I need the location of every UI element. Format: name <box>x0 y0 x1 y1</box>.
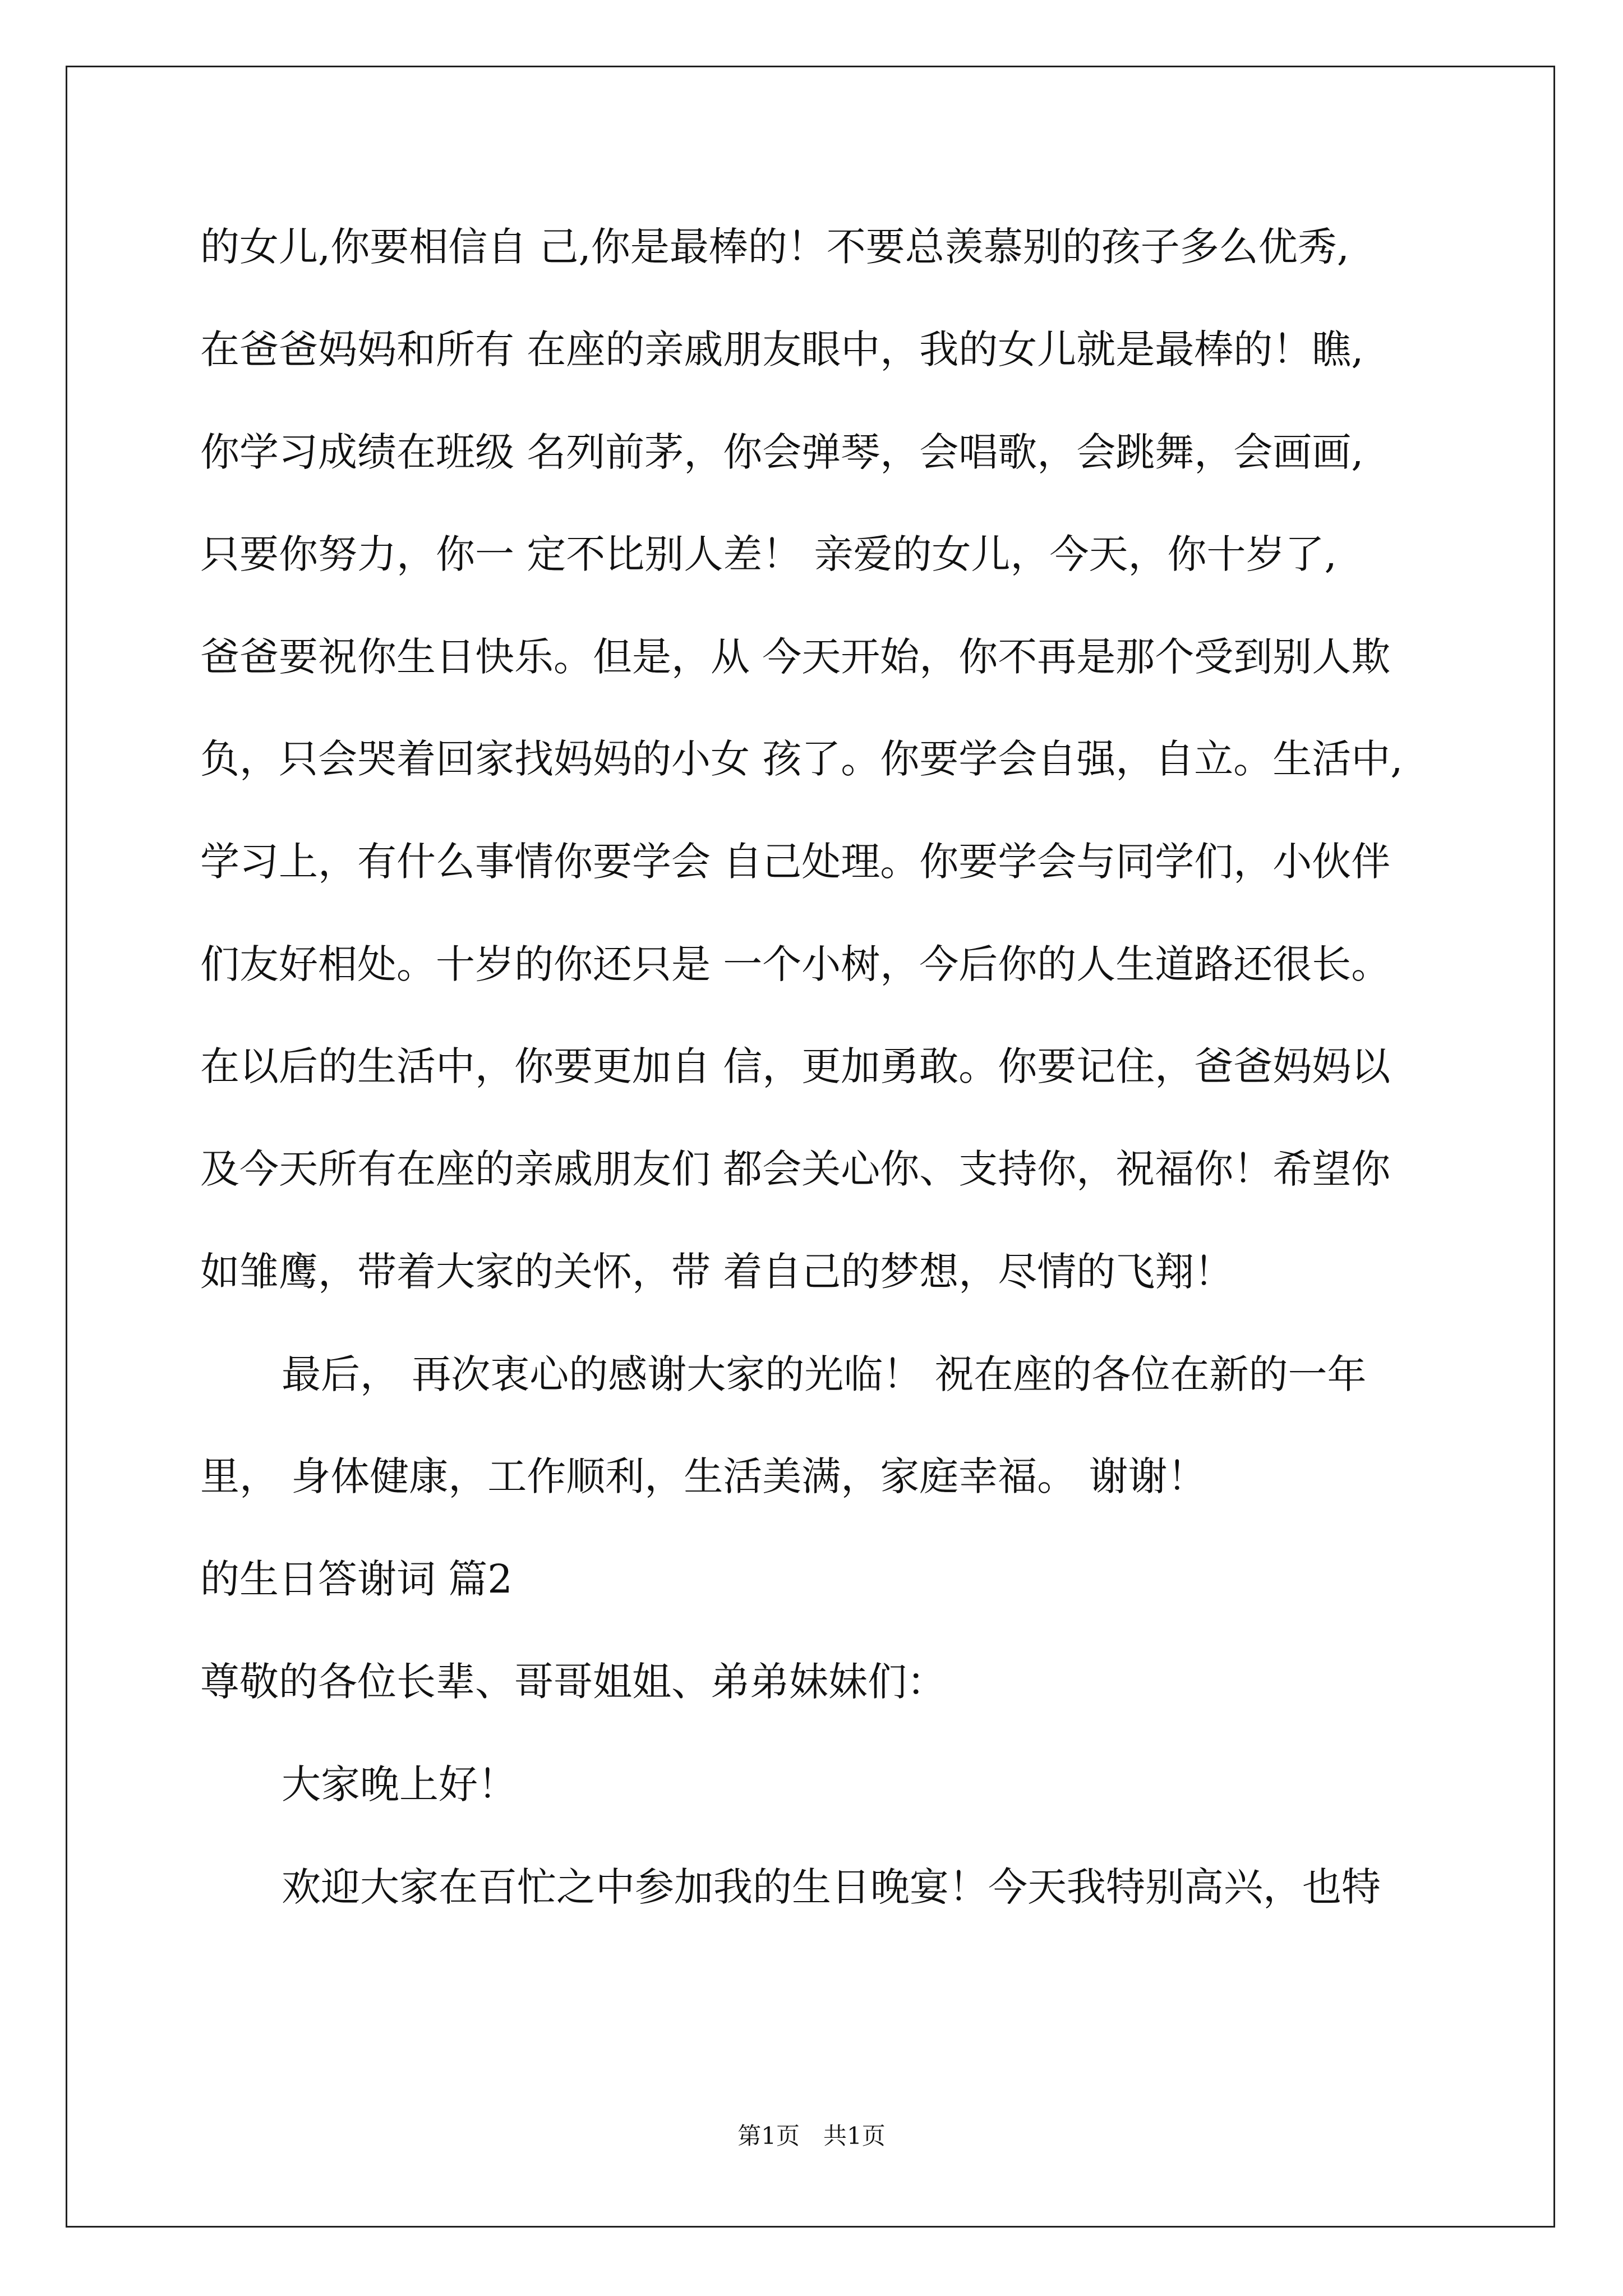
text-line: 在爸爸妈妈和所有 在座的亲戚朋友眼中，我的女儿就是最棒的！瞧, <box>200 326 1364 372</box>
section-heading: 的生日答谢词 篇2 <box>200 1556 513 1602</box>
text-line-indented: 最后， 再次衷心的感谢大家的光临！ 祝在座的各位在新的一年 <box>282 1351 1367 1397</box>
text-line: 里， 身体健康，工作顺利，生活美满，家庭幸福。 谢谢！ <box>200 1453 1207 1499</box>
text-line: 学习上，有什么事情你要学会 自己处理。你要学会与同学们，小伙伴 <box>200 839 1391 885</box>
text-line: 在以后的生活中，你要更加自 信，更加勇敢。你要记住，爸爸妈妈以 <box>200 1043 1391 1089</box>
text-line: 你学习成绩在班级 名列前茅，你会弹琴，会唱歌，会跳舞，会画画, <box>200 429 1364 475</box>
greeting: 大家晚上好！ <box>282 1761 517 1807</box>
text-line: 们友好相处。十岁的你还只是 一个小树，今后你的人生道路还很长。 <box>200 941 1391 987</box>
text-line: 及今天所有在座的亲戚朋友们 都会关心你、支持你，祝福你！希望你 <box>200 1146 1391 1192</box>
text-line: 如雏鹰，带着大家的关怀，带 着自己的梦想，尽情的飞翔！ <box>200 1249 1234 1295</box>
text-line: 爸爸要祝你生日快乐。但是，从 今天开始，你不再是那个受到别人欺 <box>200 634 1391 680</box>
text-line: 的女儿,你要相信自 己,你是最棒的！不要总羡慕别的孩子多么优秀, <box>200 224 1350 270</box>
text-line: 只要你努力，你一 定不比别人差！ 亲爱的女儿，今天，你十岁了, <box>200 531 1337 577</box>
page-footer: 第1页 共1页 <box>737 2122 886 2150</box>
salutation: 尊敬的各位长辈、哥哥姐姐、弟弟妹妹们： <box>200 1659 946 1705</box>
text-line: 负，只会哭着回家找妈妈的小女 孩了。你要学会自强，自立。生活中, <box>200 736 1403 782</box>
text-line-indented: 欢迎大家在百忙之中参加我的生日晚宴！今天我特别高兴，也特 <box>282 1864 1381 1910</box>
